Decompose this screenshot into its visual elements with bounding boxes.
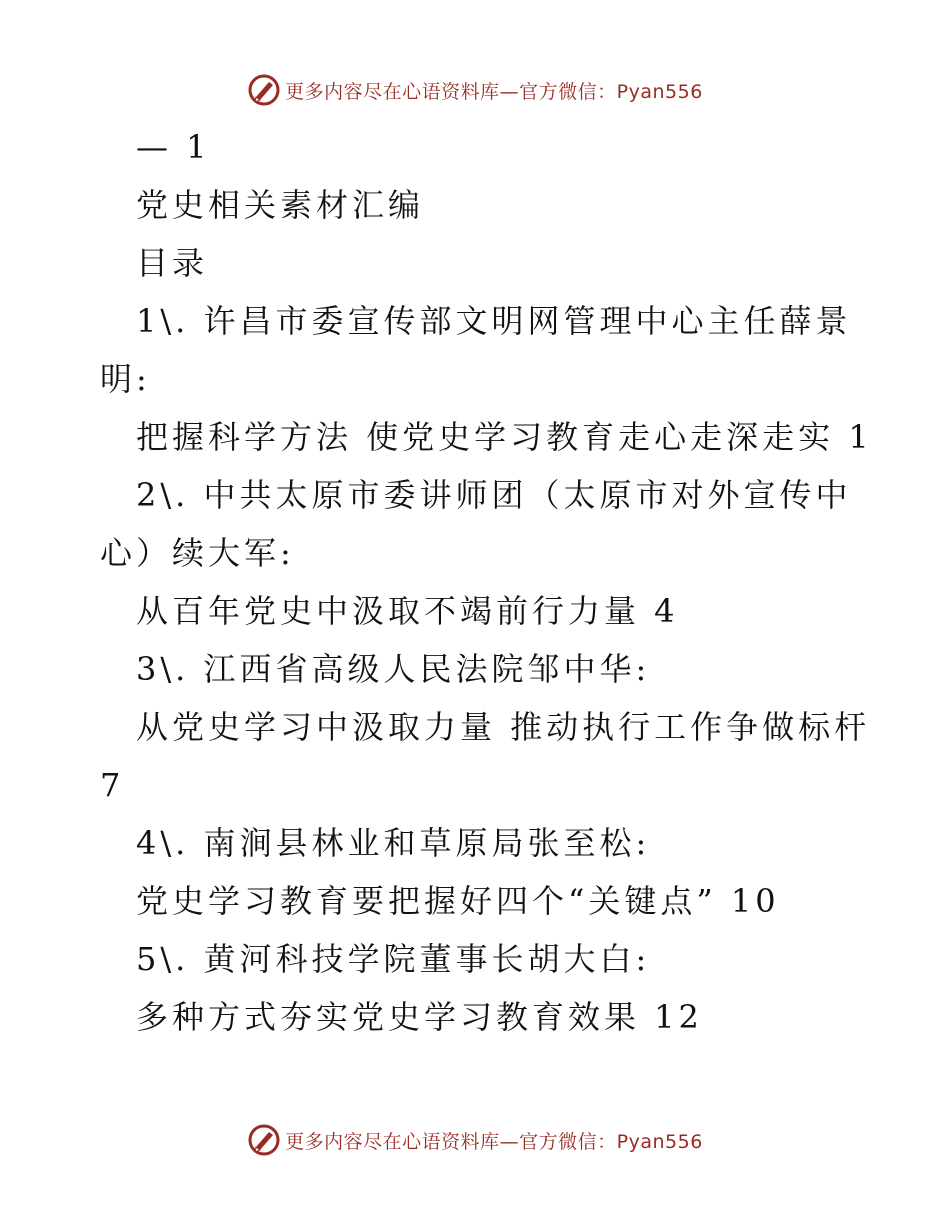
toc-item-1-title: 把握科学方法 使党史学习教育走心走深走实 1 [136, 418, 873, 456]
toc-item-3-title: 从党史学习中汲取力量 推动执行工作争做标杆 [136, 708, 871, 746]
toc-item-5-title: 多种方式夯实党史学习教育效果 12 [136, 998, 703, 1036]
toc-item-2-author: 2\. 中共太原市委讲师团（太原市对外宣传中 [136, 476, 852, 514]
toc-item-5-author: 5\. 黄河科技学院董事长胡大白: [136, 940, 651, 978]
page-number-line: — 1 [136, 128, 211, 166]
toc-item-2-author-cont: 心）续大军: [100, 534, 295, 572]
toc-heading: 目录 [136, 244, 209, 282]
pen-logo-icon [247, 1123, 281, 1157]
pen-logo-icon [247, 73, 281, 107]
toc-item-3-author: 3\. 江西省高级人民法院邹中华: [136, 650, 651, 688]
toc-item-4-title: 党史学习教育要把握好四个“关键点” 10 [136, 882, 780, 920]
toc-item-4-author: 4\. 南涧县林业和草原局张至松: [136, 824, 651, 862]
toc-item-2-title: 从百年党史中汲取不竭前行力量 4 [136, 592, 679, 630]
toc-item-3-page: 7 [100, 766, 125, 804]
header-watermark-banner [0, 70, 950, 110]
document-title: 党史相关素材汇编 [136, 186, 425, 224]
document-body [100, 118, 873, 1046]
footer-watermark-banner [0, 1120, 950, 1160]
banner-text: 更多内容尽在心语资料库—官方微信：Pyan556 [285, 1130, 703, 1153]
banner-text: 更多内容尽在心语资料库—官方微信：Pyan556 [285, 80, 703, 103]
toc-item-1-author: 1\. 许昌市委宣传部文明网管理中心主任薛景 [136, 302, 852, 340]
toc-item-1-author-cont: 明: [100, 360, 151, 398]
